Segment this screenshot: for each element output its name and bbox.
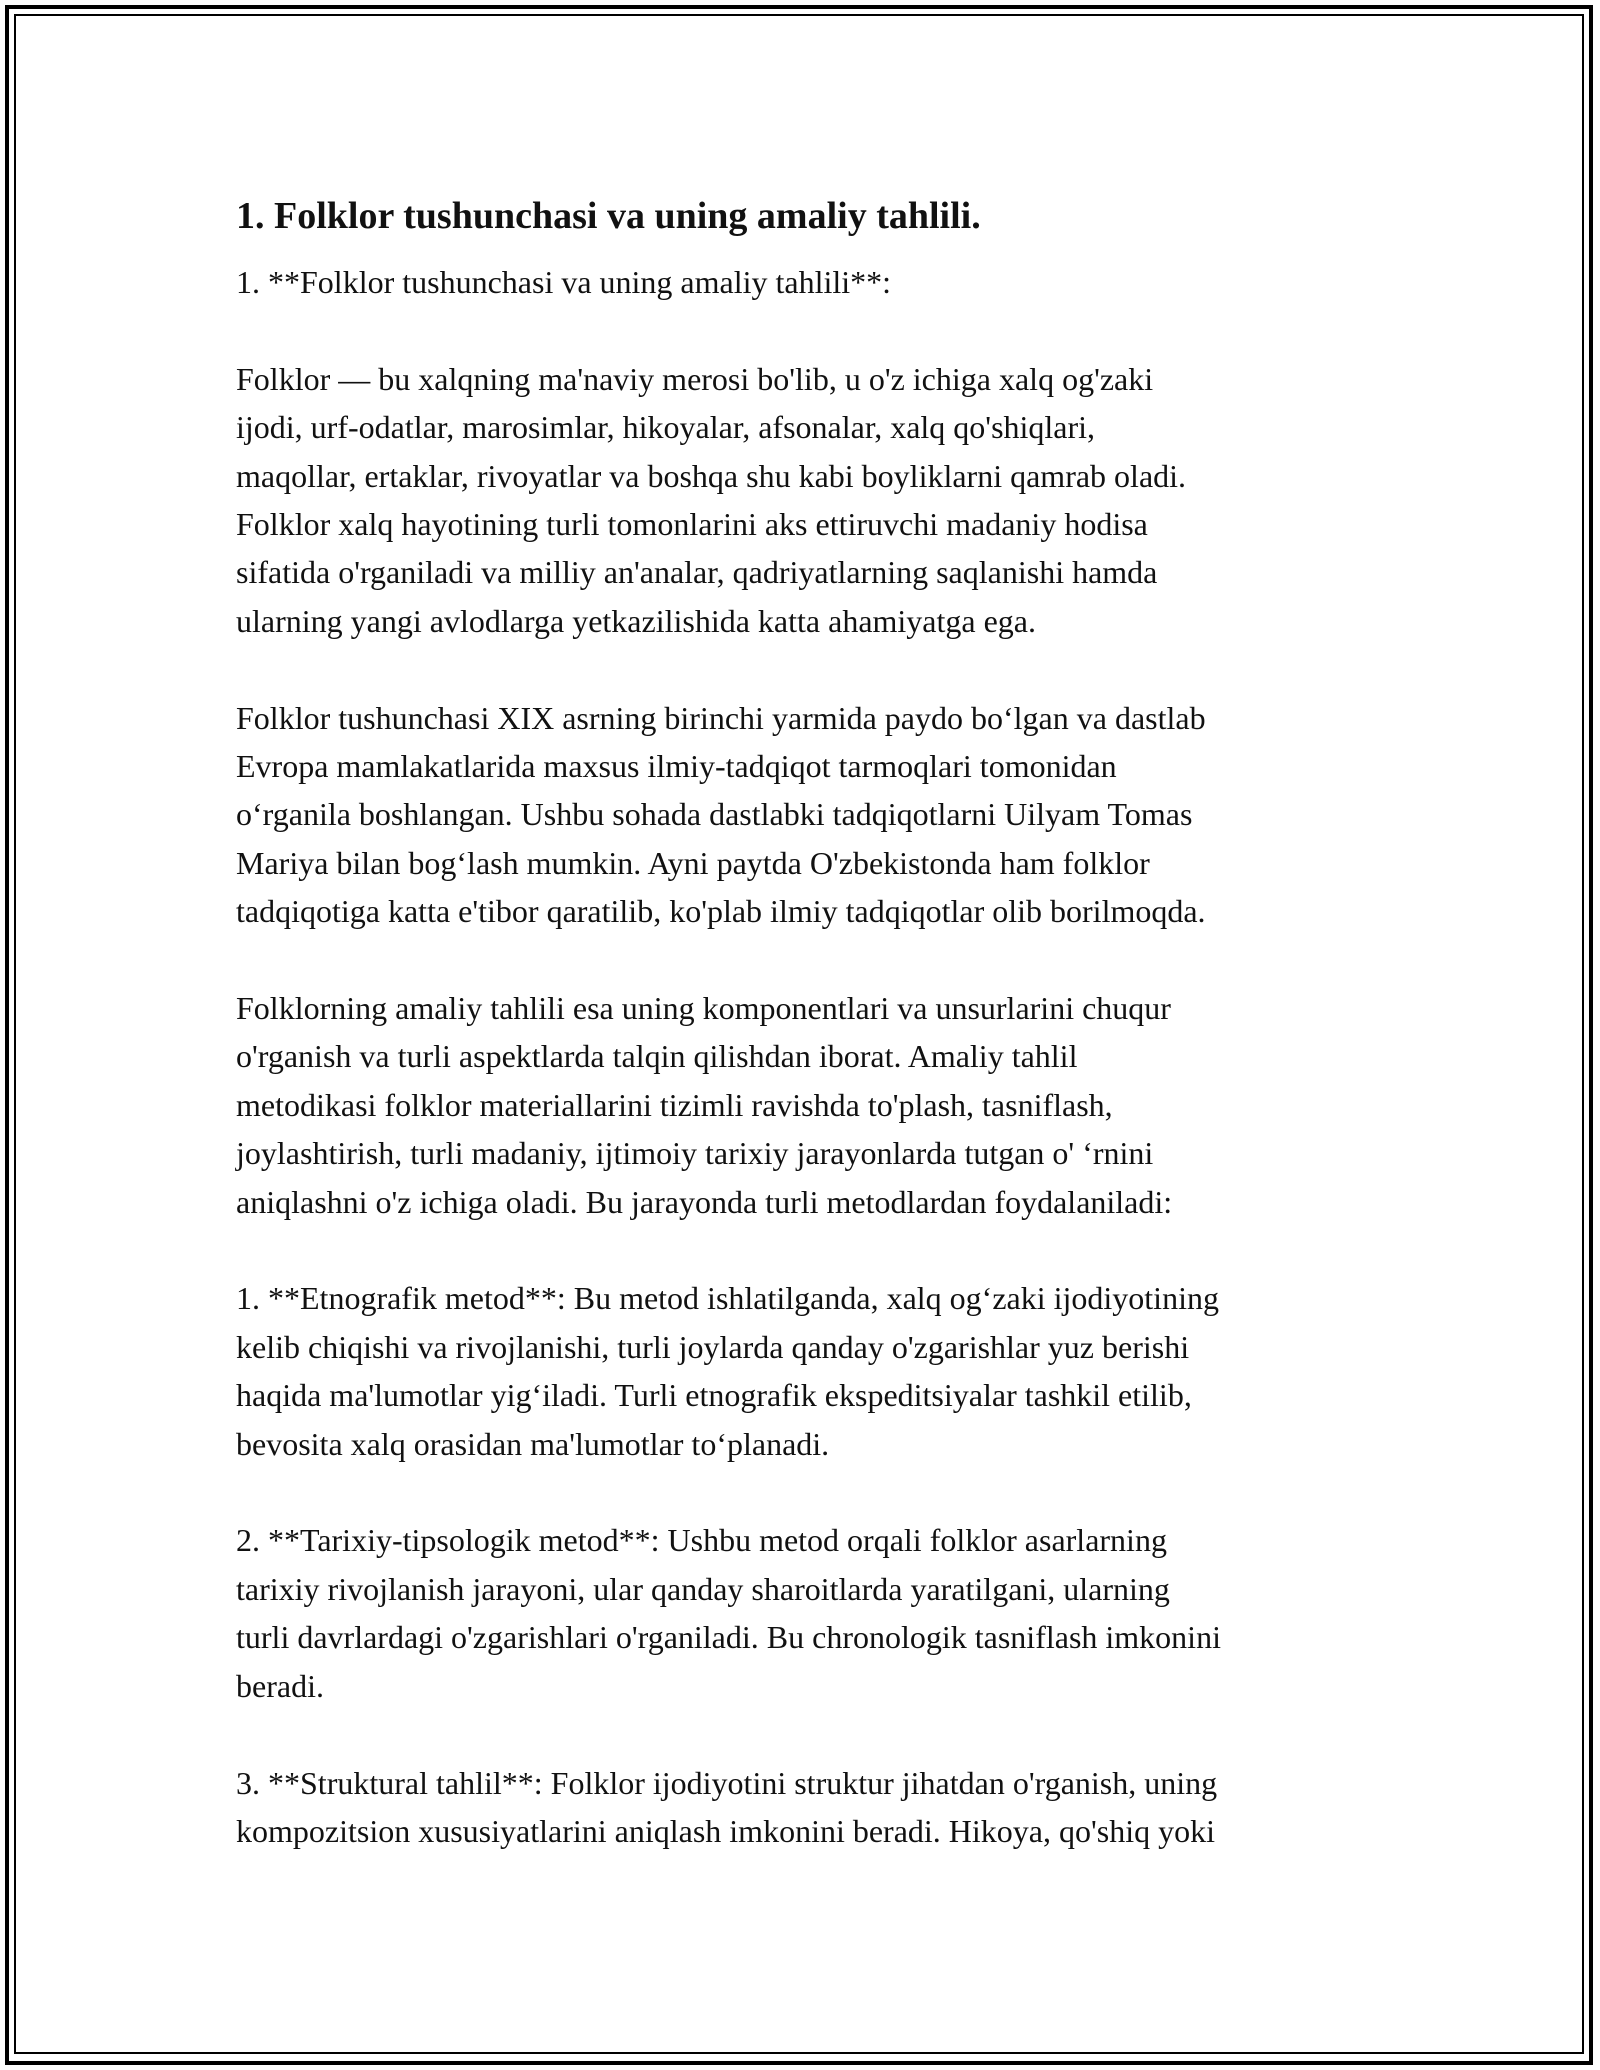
- paragraph-analysis: Folklorning amaliy tahlili esa uning komponentlari va unsurlarini chuqur o'rganish va turli aspektlarda talqin qilishdan iborat. Amaliy tahlil metodikasi folklor materiallarini tizimli ravishda to'plash, tasniflash, joylashtirish, turli madaniy, ijtimoiy tarixiy jarayonlarda tutgan o' ‘rnini aniqlashni o'z ichiga oladi. Bu jarayonda turli metodlardan foydalaniladi:: [236, 990, 1173, 1220]
- paragraph-heading: 1. **Folklor tushunchasi va uning amaliy tahlili**:: [236, 264, 892, 300]
- list-item-ethnographic-method: 1. **Etnografik metod**: Bu metod ishlatilganda, xalq og‘zaki ijodiyotining kelib chiqishi va rivojlanishi, turli joylarda qanday o'zgarishlar yuz berishi haqida ma'lumotlar yig‘iladi. Turli etnografik ekspeditsiyalar tashkil etilib, bevosita xalq orasidan ma'lumotlar to‘planadi.: [236, 1280, 1219, 1462]
- list-item-historical-method: 2. **Tarixiy-tipsologik metod**: Ushbu metod orqali folklor asarlarning tarixiy rivojlanish jarayoni, ular qanday sharoitlarda yaratilgani, ularning turli davrlardagi o'zgarishlari o'rganiladi. Bu chronologik tasniflash imkonini beradi.: [236, 1522, 1221, 1704]
- list-item-structural-analysis: 3. **Struktural tahlil**: Folklor ijodiyotini struktur jihatdan o'rganish, uning kompozitsion xususiyatlarini aniqlash imkonini beradi. Hikoya, qo'shiq yoki: [236, 1764, 1218, 1849]
- page-title: 1. Folklor tushunchasi va uning amaliy tahlili.: [236, 195, 981, 237]
- paragraph-history: Folklor tushunchasi XIX asrning birinchi yarmida paydo bo‘lgan va dastlab Evropa mamlakatlarida maxsus ilmiy-tadqiqot tarmoqlari tomonidan o‘rganila boshlangan. Ushbu sohada dastlabki tadqiqotlarni Uilyam Tomas Mariya bilan bog‘lash mumkin. Ayni paytda O'zbekistonda ham folklor tadqiqotiga katta e'tibor qaratilib, ko'plab ilmiy tadqiqotlar olib borilmoqda.: [236, 699, 1206, 930]
- document-body: [236, 186, 1386, 1904]
- paragraph-definition: Folklor — bu xalqning ma'naviy merosi bo'lib, u o'z ichiga xalq og'zaki ijodi, urf-odatlar, marosimlar, hikoyalar, afsonalar, xalq qo'shiqlari, maqollar, ertaklar, rivoyatlar va boshqa shu kabi boyliklarni qamrab oladi. Folklor xalq hayotining turli tomonlarini aks ettiruvchi madaniy hodisa sifatida o'rganiladi va milliy an'analar, qadriyatlarning saqlanishi hamda ularning yangi avlodlarga yetkazilishida katta ahamiyatga ega.: [236, 360, 1187, 639]
